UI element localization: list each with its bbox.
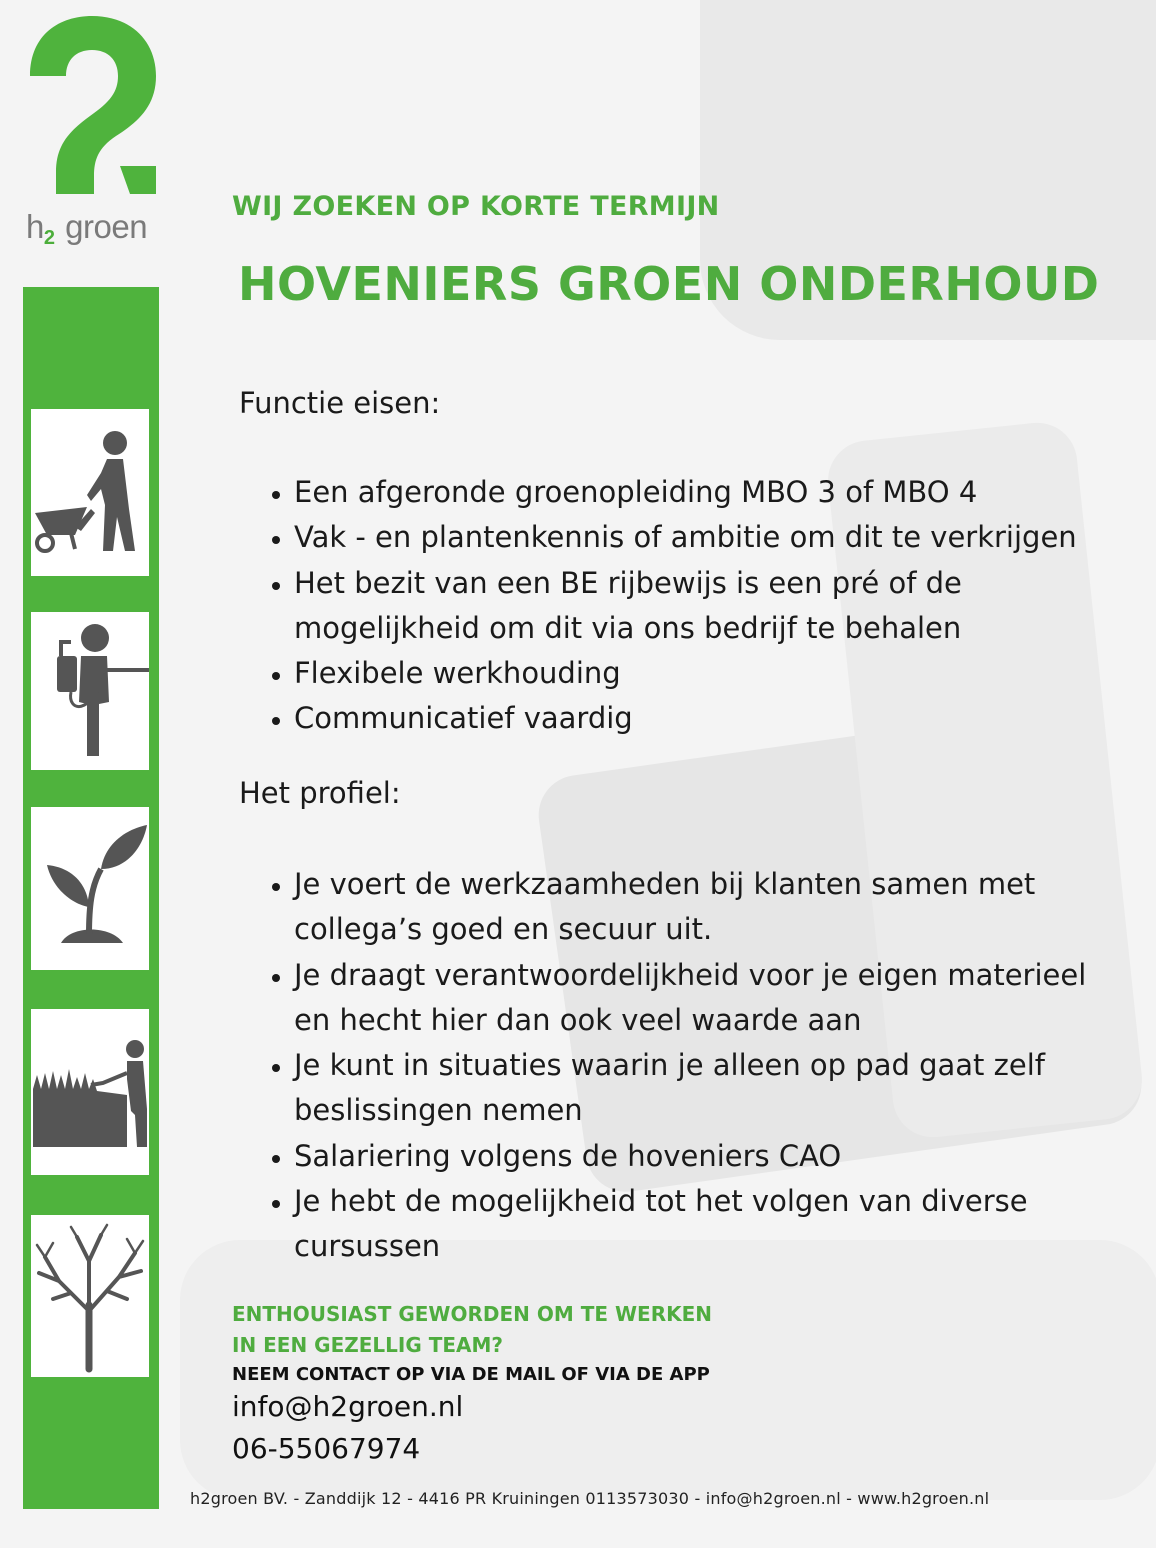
sidebar (23, 287, 159, 1509)
hedge-trimmer-icon (31, 1009, 149, 1175)
list-item: • Flexibele werkhouding (294, 651, 1124, 696)
list-item: • Je voert de werkzaamheden bij klanten samen met collega’s goed en secuur uit. (294, 862, 1124, 953)
requirements-title: Functie eisen: (239, 386, 441, 420)
cta-line-3: NEEM CONTACT OP VIA DE MAIL OF VIA DE APP (232, 1364, 710, 1385)
list-item: • Je draagt verantwoordelijkheid voor je eigen materieel en hecht hier dan ook veel waarde aan (294, 953, 1124, 1044)
pruned-tree-icon (31, 1215, 149, 1377)
contact-phone[interactable]: 06-55067974 (232, 1432, 421, 1465)
logo-mark (20, 14, 162, 204)
wheelbarrow-worker-icon (31, 409, 149, 576)
list-item: • Je hebt de mogelijkheid tot het volgen van diverse cursussen (294, 1179, 1124, 1270)
sprayer-worker-icon (31, 612, 149, 770)
logo-wordmark: $h_2$ groen (26, 208, 148, 249)
footer-address: h2groen BV. - Zanddijk 12 - 4416 PR Kruiningen 0113573030 - info@h2groen.nl - www.h2groen.nl (190, 1489, 990, 1508)
profile-title: Het profiel: (239, 776, 401, 810)
requirements-list (256, 470, 1124, 742)
list-item: • Salariering volgens de hoveniers CAO (294, 1134, 1124, 1179)
list-item: • Een afgeronde groenopleiding MBO 3 of MBO 4 (294, 470, 1124, 515)
cta-line-2: IN EEN GEZELLIG TEAM? (232, 1333, 504, 1357)
list-item: • Communicatief vaardig (294, 696, 1124, 741)
profile-list (256, 862, 1124, 1270)
list-item: • Je kunt in situaties waarin je alleen op pad gaat zelf beslissingen nemen (294, 1043, 1124, 1134)
contact-email[interactable]: info@h2groen.nl (232, 1390, 464, 1423)
page-title: HOVENIERS GROEN ONDERHOUD (238, 257, 1100, 311)
sprout-icon (31, 807, 149, 970)
list-item: • Vak - en plantenkennis of ambitie om dit te verkrijgen (294, 515, 1124, 560)
cta-line-1: ENTHOUSIAST GEWORDEN OM TE WERKEN (232, 1302, 713, 1326)
page-subtitle: WIJ ZOEKEN OP KORTE TERMIJN (232, 191, 720, 222)
list-item: • Het bezit van een BE rijbewijs is een pré of de mogelijkheid om dit via ons bedrijf te behalen (294, 561, 1014, 652)
